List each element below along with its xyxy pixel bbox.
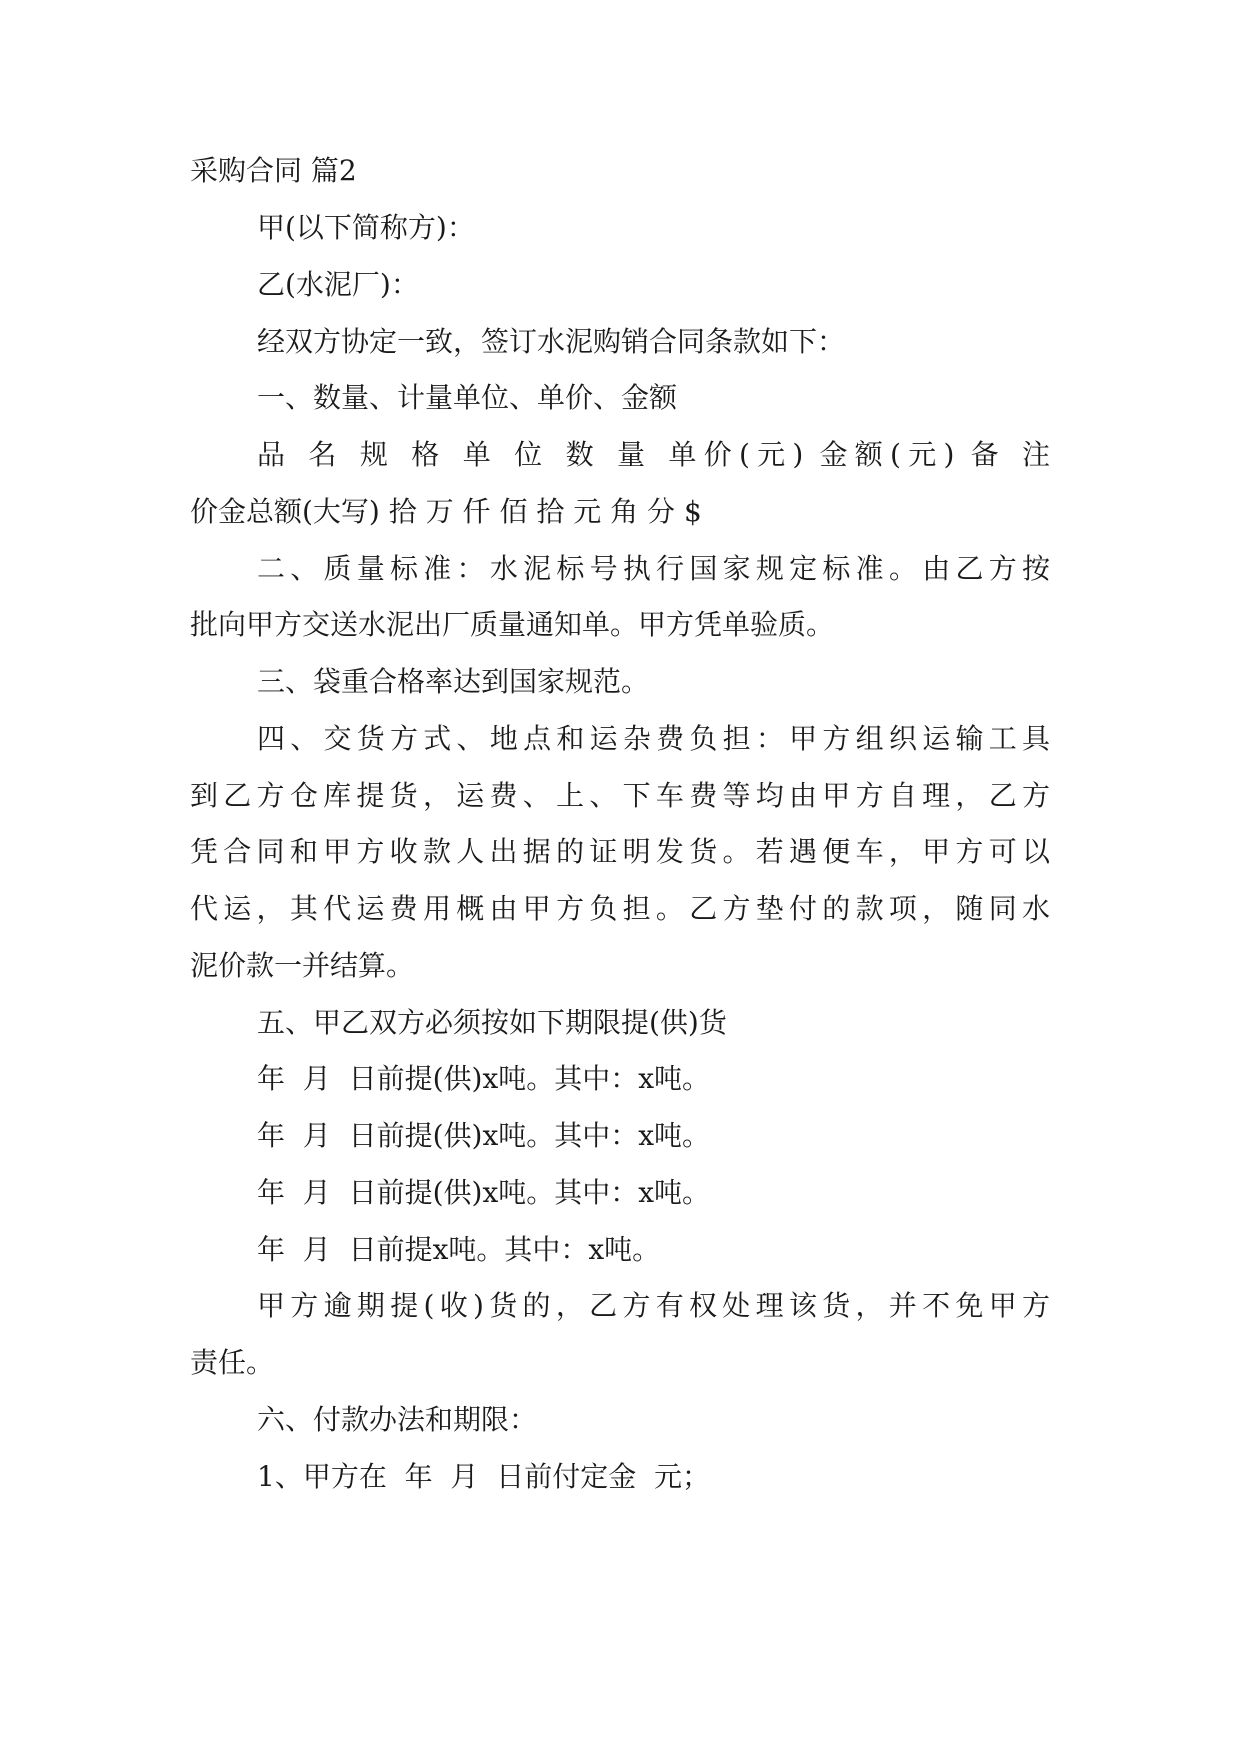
overdue-clause-line-1: 甲方逾期提(收)货的，乙方有权处理该货，并不免甲方 — [257, 1289, 1050, 1322]
document-title: 采购合同 篇2 — [190, 154, 357, 187]
table-header-line: 品 名 规 格 单 位 数 量 单价(元) 金额(元) 备 注 — [257, 438, 1050, 471]
party-a-line: 甲(以下简称方)： — [257, 211, 475, 244]
section-5-heading: 五、甲乙双方必须按如下期限提(供)货 — [257, 1006, 727, 1039]
overdue-clause-line-2: 责任。 — [190, 1346, 275, 1379]
section-3-line: 三、袋重合格率达到国家规范。 — [257, 665, 650, 698]
delivery-schedule-line-1: 年 月 日前提(供)x吨。其中：x吨。 — [257, 1062, 711, 1095]
section-4-line-2: 到乙方仓库提货，运费、上、下车费等均由甲方自理，乙方 — [190, 779, 1050, 812]
delivery-schedule-line-2: 年 月 日前提(供)x吨。其中：x吨。 — [257, 1119, 711, 1152]
intro-line: 经双方协定一致，签订水泥购销合同条款如下： — [257, 325, 846, 358]
section-4-line-3: 凭合同和甲方收款人出据的证明发货。若遇便车，甲方可以 — [190, 835, 1050, 868]
section-1-heading: 一、数量、计量单位、单价、金额 — [257, 381, 678, 414]
section-4-line-1: 四、交货方式、地点和运杂费负担：甲方组织运输工具 — [257, 722, 1050, 755]
delivery-schedule-line-3: 年 月 日前提(供)x吨。其中：x吨。 — [257, 1176, 711, 1209]
section-4-line-5: 泥价款一并结算。 — [190, 949, 415, 982]
payment-line-1: 1、甲方在 年 月 日前付定金 元； — [257, 1460, 711, 1493]
section-2-line-1: 二、质量标准：水泥标号执行国家规定标准。由乙方按 — [257, 552, 1050, 585]
section-4-line-4: 代运，其代运费用概由甲方负担。乙方垫付的款项，随同水 — [190, 892, 1050, 925]
section-6-heading: 六、付款办法和期限： — [257, 1403, 538, 1436]
section-2-line-2: 批向甲方交送水泥出厂质量通知单。甲方凭单验质。 — [190, 608, 835, 641]
delivery-schedule-line-4: 年 月 日前提x吨。其中：x吨。 — [257, 1233, 661, 1266]
party-b-line: 乙(水泥厂)： — [257, 268, 419, 301]
total-amount-line: 价金总额(大写) 拾 万 仟 佰 拾 元 角 分 $ — [190, 495, 702, 528]
